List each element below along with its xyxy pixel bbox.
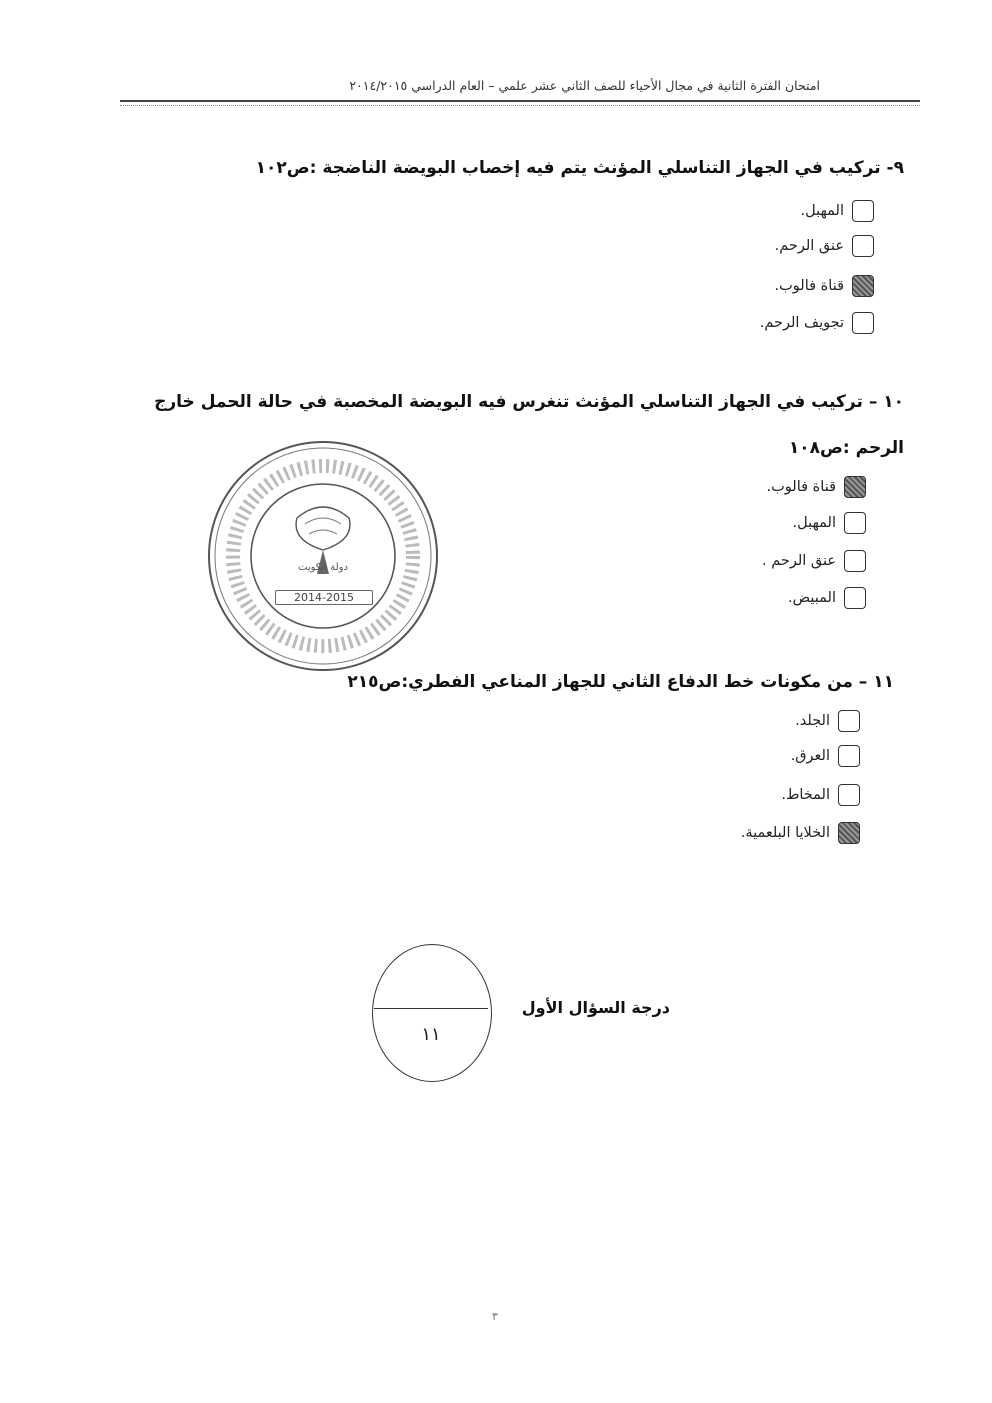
checkbox-checked[interactable] (844, 476, 866, 498)
grade-value: ١١ (421, 1024, 441, 1045)
page-number: ٣ (492, 1310, 498, 1323)
ministry-stamp (205, 438, 441, 674)
question-11-option-4[interactable] (741, 822, 860, 844)
option-label: المهبل. (792, 515, 836, 531)
option-label: قناة فالوب. (766, 479, 836, 495)
option-label: الجلد. (795, 713, 830, 729)
question-10-option-3[interactable] (762, 550, 866, 572)
checkbox[interactable] (852, 235, 874, 257)
checkbox[interactable] (844, 550, 866, 572)
question-11-text: ١١ – من مكونات خط الدفاع الثاني للجهاز المناعي الفطري:ص٢١٥ (347, 672, 894, 692)
option-label: المبيض. (788, 590, 836, 606)
stamp-seal-icon (205, 438, 441, 674)
grade-circle (372, 944, 492, 1082)
checkbox[interactable] (838, 745, 860, 767)
checkbox-checked[interactable] (838, 822, 860, 844)
question-10-option-4[interactable] (788, 587, 866, 609)
question-11-option-2[interactable] (791, 745, 860, 767)
option-label: الخلايا البلعمية. (740, 825, 830, 841)
checkbox[interactable] (838, 710, 860, 732)
option-label: عنق الرحم. (774, 238, 844, 254)
option-label: عنق الرحم . (761, 553, 836, 569)
option-label: قناة فالوب. (774, 278, 844, 294)
question-9-option-2[interactable] (775, 235, 874, 257)
question-11-option-1[interactable] (795, 710, 860, 732)
checkbox[interactable] (852, 200, 874, 222)
question-10-text: ١٠ – تركيب في الجهاز التناسلي المؤنث تنغرس فيه البويضة المخصبة في حالة الحمل خارج (154, 392, 904, 412)
question-10-option-1[interactable] (767, 476, 866, 498)
question-10-text-continued: الرحم :ص١٠٨ (788, 438, 904, 458)
checkbox[interactable] (852, 312, 874, 334)
checkbox-checked[interactable] (852, 275, 874, 297)
checkbox[interactable] (844, 512, 866, 534)
question-9-text: ٩- تركيب في الجهاز التناسلي المؤنث يتم فيه إخصاب البويضة الناضجة :ص١٠٢ (255, 158, 904, 178)
option-label: تجويف الرحم. (759, 315, 844, 331)
question-11-option-3[interactable] (781, 784, 860, 806)
question-10-option-2[interactable] (793, 512, 866, 534)
stamp-country: دولة الكويت (298, 562, 348, 573)
stamp-year: 2014-2015 (275, 590, 373, 605)
grade-label: درجة السؤال الأول (521, 998, 670, 1017)
question-9-option-4[interactable] (760, 312, 874, 334)
exam-header: امتحان الفترة الثانية في مجال الأحياء للصف الثاني عشر علمي – العام الدراسي ٢٠١٤/٢٠١٥ (349, 78, 820, 93)
question-9-option-1[interactable] (801, 200, 874, 222)
option-label: المهبل. (800, 203, 844, 219)
option-label: العرق. (790, 748, 830, 764)
checkbox[interactable] (838, 784, 860, 806)
checkbox[interactable] (844, 587, 866, 609)
header-divider (120, 100, 920, 106)
option-label: المخاط. (781, 787, 830, 803)
question-9-option-3[interactable] (775, 275, 874, 297)
grade-divider (374, 1008, 488, 1009)
